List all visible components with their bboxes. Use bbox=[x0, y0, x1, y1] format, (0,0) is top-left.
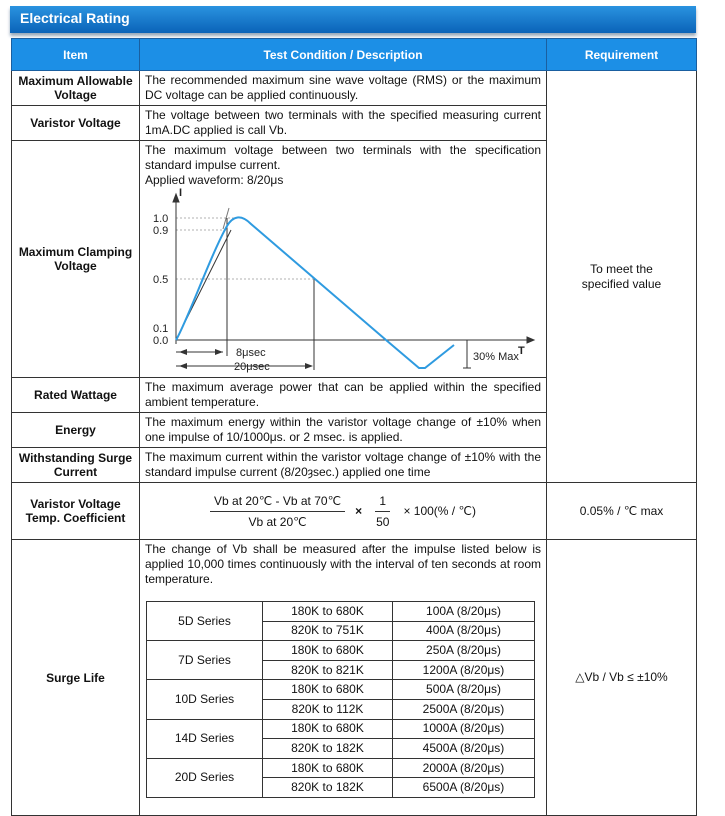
header-row bbox=[12, 39, 697, 71]
electrical-rating-table bbox=[11, 38, 697, 816]
item-label: Withstanding Surge Current bbox=[12, 448, 140, 483]
series-name: 14D Series bbox=[147, 719, 263, 758]
y-axis-label: I bbox=[179, 187, 183, 199]
item-description: The maximum average power that can be applied within the specified ambient temperature. bbox=[140, 378, 547, 413]
tick-label: 0.0 bbox=[153, 335, 169, 347]
waveform-diagram bbox=[140, 141, 547, 378]
item-label: Rated Wattage bbox=[12, 378, 140, 413]
temp-coeff-requirement: 0.05% / ℃ max bbox=[547, 483, 697, 540]
tick-label: 1.0 bbox=[153, 213, 169, 225]
item-label: Varistor Voltage Temp. Coefficient bbox=[12, 483, 140, 540]
impulse-cell: 1000A (8/20μs) bbox=[393, 719, 535, 739]
impulse-cell: 100A (8/20μs) bbox=[393, 602, 535, 622]
temp-coeff-formula bbox=[140, 483, 547, 540]
description-text: The maximum voltage between two terminals with the specification standard impulse current. bbox=[145, 143, 541, 172]
undershoot-label: 30% Max bbox=[473, 351, 519, 363]
surge-life-requirement: △Vb / Vb ≤ ±10% bbox=[547, 540, 697, 816]
range-cell: 180K to 680K bbox=[263, 719, 393, 739]
item-label: Energy bbox=[12, 413, 140, 448]
section-title: Electrical Rating bbox=[10, 6, 696, 33]
range-cell: 820K to 821K bbox=[263, 660, 393, 680]
item-description bbox=[140, 540, 547, 816]
header-requirement: Requirement bbox=[547, 39, 697, 71]
item-description: The recommended maximum sine wave voltage (RMS) or the maximum DC voltage can be applied continuously. bbox=[140, 71, 547, 106]
table-row bbox=[12, 71, 697, 106]
impulse-cell: 2500A (8/20μs) bbox=[393, 699, 535, 719]
range-cell: 180K to 680K bbox=[263, 641, 393, 661]
series-name: 5D Series bbox=[147, 602, 263, 641]
tick-label: 0.9 bbox=[153, 225, 169, 237]
table-row bbox=[12, 483, 697, 540]
formula-numerator: Vb at 20℃ - Vb at 70℃ bbox=[210, 491, 345, 512]
range-cell: 180K to 680K bbox=[263, 680, 393, 700]
shared-requirement bbox=[547, 71, 697, 483]
item-label: Maximum Allowable Voltage bbox=[12, 71, 140, 106]
range-cell: 820K to 182K bbox=[263, 778, 393, 798]
tick-label: 0.5 bbox=[153, 274, 169, 286]
item-description: The maximum energy within the varistor voltage change of ±10% when one impulse of 10/1000μs. or 2 msec. is applied. bbox=[140, 413, 547, 448]
impulse-cell: 1200A (8/20μs) bbox=[393, 660, 535, 680]
item-label: Surge Life bbox=[12, 540, 140, 816]
series-name: 7D Series bbox=[147, 641, 263, 680]
surge-row bbox=[147, 758, 535, 778]
range-cell: 180K to 680K bbox=[263, 758, 393, 778]
formula-one: 1 bbox=[375, 491, 390, 512]
requirement-text: To meet the specified value bbox=[581, 261, 662, 291]
surge-row bbox=[147, 680, 535, 700]
x-axis-label: T bbox=[518, 345, 525, 357]
formula-factor: × 100(% / ℃) bbox=[403, 504, 476, 518]
range-cell: 820K to 182K bbox=[263, 739, 393, 759]
multiply-sign: × bbox=[355, 504, 363, 518]
impulse-cell: 2000A (8/20μs) bbox=[393, 758, 535, 778]
waveform-curve bbox=[176, 217, 454, 368]
surge-row bbox=[147, 641, 535, 661]
tick-label: 0.1 bbox=[153, 323, 169, 335]
table-row bbox=[12, 540, 697, 816]
series-name: 20D Series bbox=[147, 758, 263, 797]
item-description: The maximum current within the varistor voltage change of ±10% with the standard impulse current (8/20ȝsec.) applied one time bbox=[140, 448, 547, 483]
header-item: Item bbox=[12, 39, 140, 71]
time-label-8us: 8μsec bbox=[236, 347, 266, 359]
surge-row bbox=[147, 719, 535, 739]
header-description: Test Condition / Description bbox=[140, 39, 547, 71]
impulse-cell: 4500A (8/20μs) bbox=[393, 739, 535, 759]
formula-denominator: Vb at 20℃ bbox=[248, 514, 307, 529]
impulse-cell: 400A (8/20μs) bbox=[393, 621, 535, 641]
item-label: Varistor Voltage bbox=[12, 106, 140, 141]
series-name: 10D Series bbox=[147, 680, 263, 719]
impulse-cell: 250A (8/20μs) bbox=[393, 641, 535, 661]
range-cell: 180K to 680K bbox=[263, 602, 393, 622]
range-cell: 820K to 112K bbox=[263, 699, 393, 719]
range-cell: 820K to 751K bbox=[263, 621, 393, 641]
impulse-cell: 500A (8/20μs) bbox=[393, 680, 535, 700]
surge-row bbox=[147, 602, 535, 622]
impulse-cell: 6500A (8/20μs) bbox=[393, 778, 535, 798]
waveform-label: Applied waveform: 8/20μs bbox=[145, 173, 284, 187]
x-axis-arrow bbox=[527, 337, 534, 343]
time-label-20us: 20μsec bbox=[234, 361, 270, 373]
description-text: The change of Vb shall be measured after the impulse listed below is applied 10,000 times continuously with the interval of ten seconds at room temperature. bbox=[145, 542, 541, 586]
surge-life-table bbox=[146, 601, 535, 798]
formula-fifty: 50 bbox=[376, 514, 390, 529]
item-description: The voltage between two terminals with the specified measuring current 1mA.DC applied is call Vb. bbox=[140, 106, 547, 141]
item-label: Maximum Clamping Voltage bbox=[12, 141, 140, 378]
item-description bbox=[140, 141, 547, 378]
